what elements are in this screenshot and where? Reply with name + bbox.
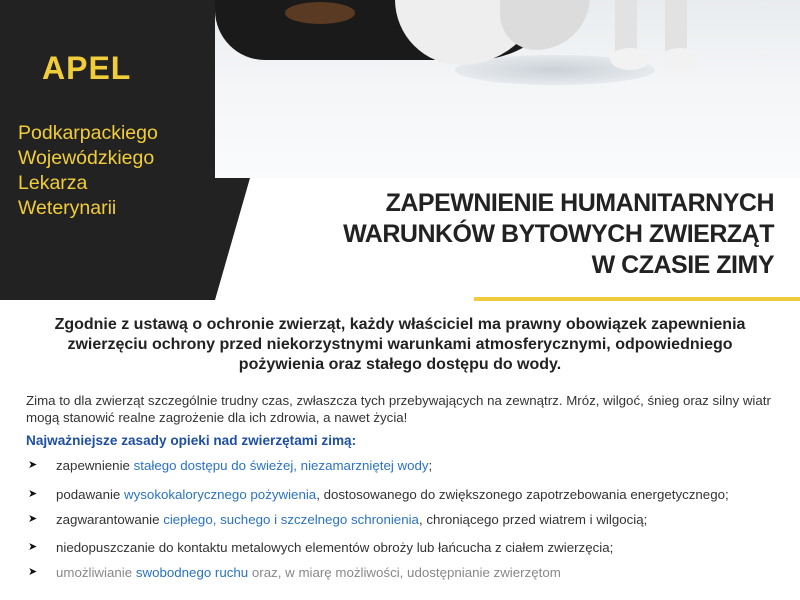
issuer-line: Lekarza <box>18 172 88 194</box>
arrowhead-bullet-icon: ➤ <box>28 459 38 471</box>
rule-text: , dostosowanego do zwiększonego zapotrzebowania energetycznego; <box>316 487 729 502</box>
rule-text: oraz, w miarę możliwości, udostępnianie zwierzętom <box>248 565 561 580</box>
lead-paragraph: Zgodnie z ustawą o ochronie zwierząt, każdy właściciel ma prawny obowiązek zapewnienia zwierzęciu ochrony przed niekorzystnymi warunkami atmosferycznymi, odpowiedniego pożywienia oraz stałego dostępu do wody. <box>54 316 746 373</box>
appeal-label: APEL <box>42 50 132 86</box>
rule-item <box>26 540 786 555</box>
rule-text: podawanie <box>56 487 125 502</box>
issuer-line: Wojewódzkiego <box>18 147 155 169</box>
rule-text: ; <box>428 458 433 473</box>
arrowhead-bullet-icon: ➤ <box>28 488 38 500</box>
rule-item <box>26 512 786 527</box>
rule-text: zagwarantowanie <box>56 512 164 527</box>
rule-text: niedopuszczanie do kontaktu metalowych elementów obroży lub łańcucha z ciałem zwierzęcia; <box>56 540 614 555</box>
title-line: W CZASIE ZIMY <box>591 251 774 279</box>
rule-highlight: stałego dostępu do świeżej, niezamarzniętej wody <box>133 458 429 473</box>
arrowhead-bullet-icon: ➤ <box>28 566 38 578</box>
rule-item <box>26 458 786 473</box>
rule-highlight: swobodnego ruchu <box>135 565 249 580</box>
title-line: ZAPEWNIENIE HUMANITARNYCH <box>385 189 774 217</box>
title-line: WARUNKÓW BYTOWYCH ZWIERZĄT <box>343 220 774 248</box>
arrowhead-bullet-icon: ➤ <box>28 541 38 553</box>
rule-item <box>26 487 786 502</box>
rule-text: umożliwianie <box>56 565 136 580</box>
rule-highlight: ciepłego, suchego i szczelnego schronienia <box>163 512 419 527</box>
rule-text: zapewnienie <box>56 458 134 473</box>
rules-heading: Najważniejsze zasady opieki nad zwierzętami zimą: <box>26 433 357 448</box>
rule-text: , chroniącego przed wiatrem i wilgocią; <box>418 512 648 527</box>
issuer-line: Podkarpackiego <box>18 122 158 144</box>
issuer-line: Weterynarii <box>18 197 117 219</box>
rule-item <box>26 565 786 580</box>
rules-list <box>26 458 786 580</box>
rule-highlight: wysokokalorycznego pożywienia <box>124 487 317 502</box>
title-underline-bar <box>474 297 800 301</box>
document-title <box>343 188 774 281</box>
header-photo-dog-in-snow <box>215 0 800 178</box>
issuer-name <box>18 121 158 221</box>
intro-paragraph: Zima to dla zwierząt szczególnie trudny czas, zwłaszcza tych przebywających na zewnątrz. Mróz, wilgoć, śnieg oraz silny wiatr mogą stanowić realne zagrożenie dla ich zdrowia, a nawet życia! <box>26 393 771 425</box>
arrowhead-bullet-icon: ➤ <box>28 513 38 525</box>
